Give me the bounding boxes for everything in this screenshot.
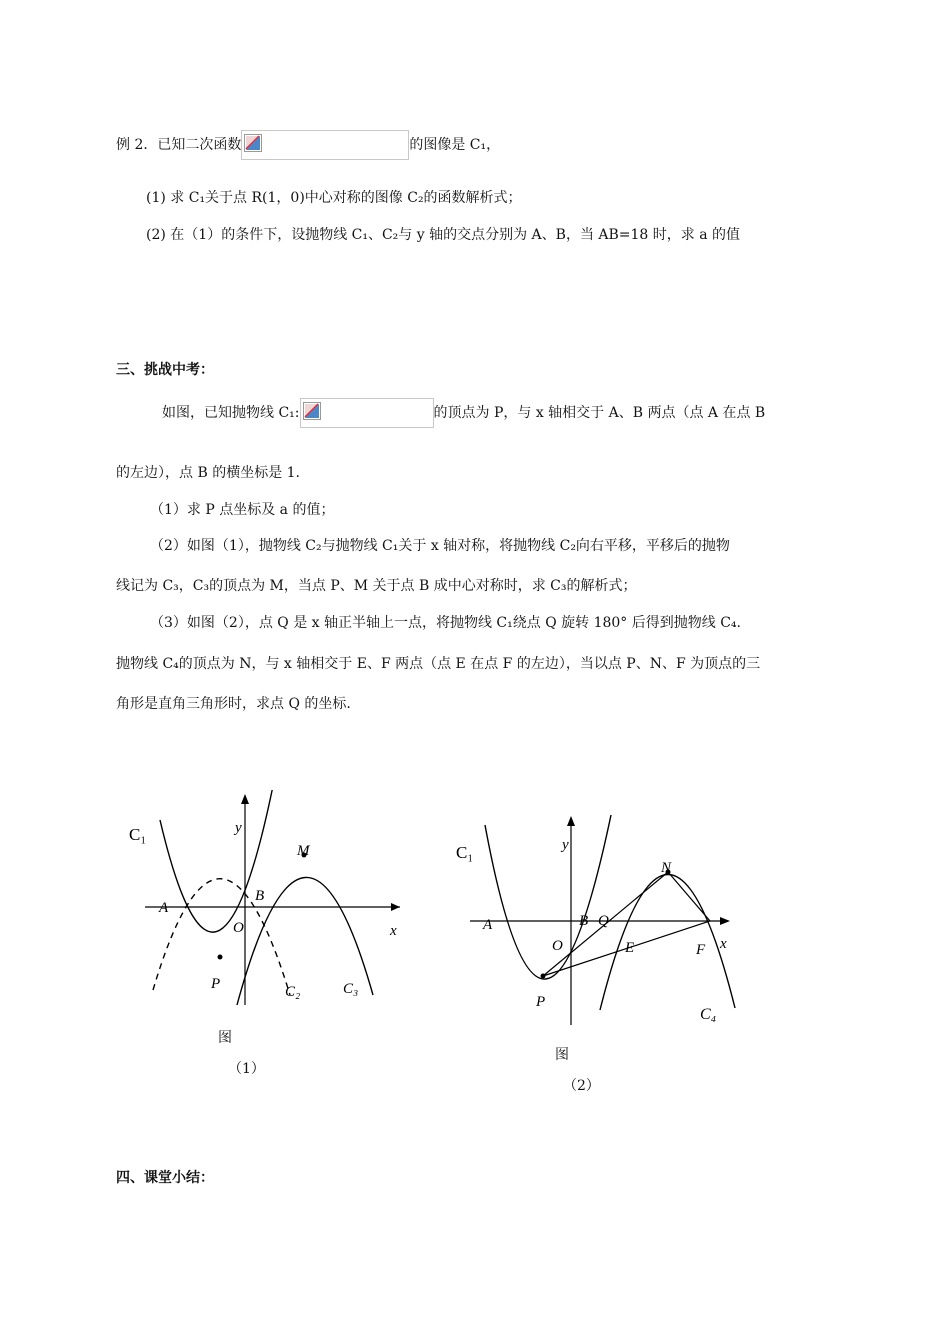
- fig1-caption-b: （1）: [228, 1061, 265, 1077]
- section3-q3c: 角形是直角三角形时，求点 Q 的坐标.: [116, 696, 351, 712]
- fig1-curve-c2: [153, 879, 290, 995]
- fig1-x-arrow: [391, 903, 400, 911]
- fig2-caption-a: 图: [555, 1047, 569, 1063]
- fig1-label-y: y: [235, 820, 242, 836]
- fig2-label-e: E: [625, 940, 635, 956]
- fig1-label-c2: C₂: [285, 984, 301, 1000]
- fig1-label-x: x: [390, 923, 397, 939]
- example2-q1: (1) 求 C₁关于点 R(1，0)中心对称的图像 C₂的函数解析式；: [146, 190, 522, 206]
- fig2-label-a: A: [483, 917, 493, 933]
- fig2-y-arrow: [567, 816, 575, 826]
- fig1-label-b: B: [255, 888, 265, 904]
- fig2-caption-b: （2）: [563, 1078, 600, 1094]
- example2-stem: [116, 130, 500, 160]
- fig2-label-p: P: [536, 994, 546, 1010]
- broken-image-icon: [244, 134, 262, 152]
- fig1-label-o: O: [233, 920, 244, 936]
- section3-q1: （1）求 P 点坐标及 a 的值；: [150, 502, 335, 518]
- fig1-point-p: [218, 955, 223, 960]
- fig1-label-a: A: [159, 900, 169, 916]
- section3-intro-c: 的左边），点 B 的横坐标是 1.: [116, 465, 300, 481]
- fig2-label-n: N: [661, 860, 672, 876]
- fig2-label-y: y: [562, 837, 569, 853]
- fig1-label-m: M: [297, 843, 310, 859]
- section3-q3b: 抛物线 C₄的顶点为 N，与 x 轴相交于 E、F 两点（点 E 在点 F 的左边），当以点 P、N、F 为顶点的三: [116, 656, 761, 672]
- example2-stem-after: 的图像是 C₁，: [409, 137, 501, 153]
- section3-intro-b: 的顶点为 P，与 x 轴相交于 A、B 两点（点 A 在点 B: [433, 405, 766, 421]
- formula-image-placeholder-2: [300, 398, 434, 428]
- section3-q3a: （3）如图（2），点 Q 是 x 轴正半轴上一点，将抛物线 C₁绕点 Q 旋转 180° 后得到抛物线 C₄.: [150, 615, 741, 631]
- fig1-label-p: P: [211, 976, 221, 992]
- section3-q2b: 线记为 C₃，C₃的顶点为 M，当点 P、M 关于点 B 成中心对称时，求 C₃的解析式；: [116, 578, 637, 594]
- fig2-curve-c4: [600, 874, 735, 1010]
- fig2-label-o: O: [552, 938, 563, 954]
- fig2-label-b: B: [579, 913, 589, 929]
- example2-stem-before: 例 2．已知二次函数: [116, 137, 242, 153]
- fig1-caption-a: 图: [218, 1030, 232, 1046]
- fig2-label-c4: C₄: [700, 1006, 717, 1023]
- section3-heading: 三、挑战中考：: [116, 362, 214, 378]
- fig2-label-x: x: [720, 936, 727, 952]
- formula-image-placeholder: [241, 130, 409, 160]
- section3-intro-a: 如图，已知抛物线 C₁:: [162, 405, 300, 421]
- fig2-x-arrow: [720, 917, 730, 925]
- broken-image-icon: [303, 402, 321, 420]
- fig2-point-p: [541, 974, 546, 979]
- fig1-curve-c1: [160, 790, 280, 932]
- figure-1: [125, 790, 415, 1010]
- fig1-label-c3: C₃: [343, 981, 359, 997]
- section3-intro: [162, 398, 765, 428]
- section3-q2a: （2）如图（1），抛物线 C₂与抛物线 C₁关于 x 轴对称，将抛物线 C₂向右平移，平移后的抛物: [150, 538, 730, 554]
- fig1-label-c1: C₁: [129, 825, 147, 844]
- fig2-label-f: F: [696, 942, 706, 958]
- example2-q2: (2) 在（1）的条件下，设抛物线 C₁、C₂与 y 轴的交点分别为 A、B，当 AB=18 时，求 a 的值: [146, 227, 741, 243]
- section4-heading: 四、课堂小结：: [116, 1170, 214, 1186]
- figure-2: [450, 810, 750, 1030]
- fig2-label-c1: C₁: [456, 843, 474, 862]
- fig2-label-q: Q: [598, 913, 609, 929]
- fig1-y-arrow: [241, 794, 249, 804]
- fig2-curve-c1: [485, 815, 611, 979]
